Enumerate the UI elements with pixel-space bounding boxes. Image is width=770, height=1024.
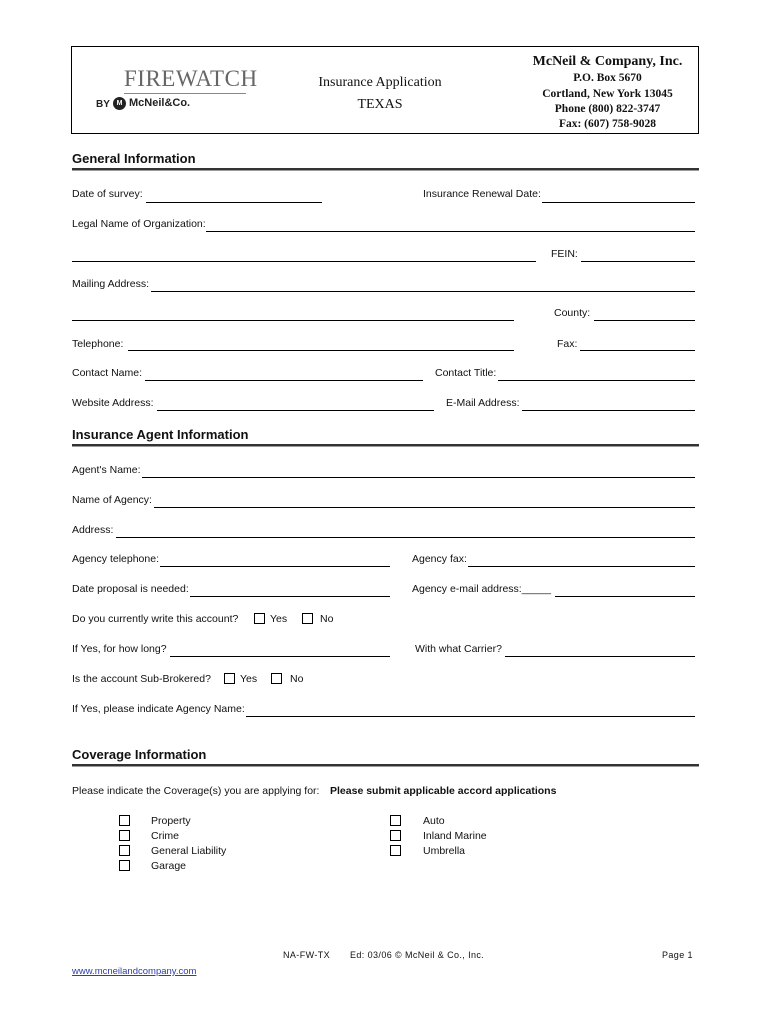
email-label: E-Mail Address: <box>446 397 520 409</box>
coverage-umbrella-checkbox[interactable] <box>390 845 401 856</box>
website-label: Website Address: <box>72 397 154 409</box>
coverage-general-liability-checkbox[interactable] <box>119 845 130 856</box>
company-po-box: P.O. Box 5670 <box>573 72 642 84</box>
agents-name-label: Agent's Name: <box>72 464 141 476</box>
coverage-inland-marine-checkbox[interactable] <box>390 830 401 841</box>
indicate-agency-label: If Yes, please indicate Agency Name: <box>72 703 245 715</box>
date-of-survey-field[interactable] <box>146 202 322 203</box>
logo-underline <box>124 93 246 94</box>
website-field[interactable] <box>157 410 434 411</box>
coverage-garage-label: Garage <box>151 860 187 872</box>
agency-name-label: Name of Agency: <box>72 494 152 506</box>
coverage-garage-checkbox[interactable] <box>119 860 130 871</box>
fax-field[interactable] <box>580 350 695 351</box>
write-account-label: Do you currently write this account? <box>72 613 239 625</box>
agency-email-field[interactable] <box>555 596 695 597</box>
agency-telephone-label: Agency telephone: <box>72 553 159 565</box>
agent-address-field[interactable] <box>116 537 695 538</box>
mailing-address-field[interactable] <box>151 291 695 292</box>
write-account-no-checkbox[interactable] <box>302 613 313 624</box>
company-fax: Fax: (607) 758-9028 <box>558 118 657 130</box>
fein-label: FEIN: <box>551 248 578 260</box>
legal-name-field[interactable] <box>206 231 695 232</box>
agency-telephone-field[interactable] <box>160 566 390 567</box>
agency-fax-label: Agency fax: <box>412 553 467 565</box>
agency-name-field[interactable] <box>154 507 695 508</box>
sub-brokered-no-checkbox[interactable] <box>271 673 282 684</box>
logo-by-text: BY <box>96 99 110 110</box>
write-account-yes-label: Yes <box>270 613 288 625</box>
county-label: County: <box>554 307 591 319</box>
section-general-rule <box>72 168 699 171</box>
company-city: Cortland, New York 13045 <box>542 88 673 100</box>
logo-wordmark: FIREWATCH <box>124 66 258 91</box>
coverage-general-liability-label: General Liability <box>151 845 227 857</box>
sub-brokered-yes-checkbox[interactable] <box>224 673 235 684</box>
write-account-no-label: No <box>320 613 334 625</box>
sub-brokered-label: Is the account Sub-Brokered? <box>72 673 211 685</box>
date-proposal-field[interactable] <box>190 596 390 597</box>
contact-title-field[interactable] <box>498 380 695 381</box>
coverage-inland-marine-label: Inland Marine <box>423 830 487 842</box>
mailing-address-label: Mailing Address: <box>72 278 150 290</box>
footer-page-number: Page 1 <box>662 950 693 960</box>
date-proposal-label: Date proposal is needed: <box>72 583 189 595</box>
section-general-heading: General Information <box>72 151 196 166</box>
section-coverage-heading: Coverage Information <box>72 747 207 762</box>
indicate-agency-field[interactable] <box>246 716 695 717</box>
coverage-auto-label: Auto <box>423 815 445 827</box>
form-title: Insurance Application <box>318 75 442 90</box>
county-field[interactable] <box>594 320 695 321</box>
renewal-date-field[interactable] <box>542 202 695 203</box>
contact-name-label: Contact Name: <box>72 367 143 379</box>
coverage-crime-checkbox[interactable] <box>119 830 130 841</box>
email-field[interactable] <box>522 410 695 411</box>
form-state: TEXAS <box>357 97 403 112</box>
agent-address-label: Address: <box>72 524 114 536</box>
legal-name-field-2[interactable] <box>72 261 536 262</box>
how-long-label: If Yes, for how long? <box>72 643 167 655</box>
coverage-umbrella-label: Umbrella <box>423 845 466 857</box>
sub-brokered-yes-label: Yes <box>240 673 258 685</box>
contact-name-field[interactable] <box>145 380 423 381</box>
company-phone: Phone (800) 822-3747 <box>554 103 661 115</box>
coverage-prompt: Please indicate the Coverage(s) you are applying for: <box>72 785 320 797</box>
mcneil-badge-icon: M <box>113 97 126 110</box>
mailing-address-field-2[interactable] <box>72 320 514 321</box>
carrier-field[interactable] <box>505 656 695 657</box>
footer-website-link[interactable]: www.mcneilandcompany.com <box>72 966 197 977</box>
fein-field[interactable] <box>581 261 695 262</box>
date-of-survey-label: Date of survey: <box>72 188 143 200</box>
footer-form-id: NA-FW-TX <box>283 950 331 960</box>
write-account-yes-checkbox[interactable] <box>254 613 265 624</box>
how-long-field[interactable] <box>170 656 390 657</box>
firewatch-logo <box>96 66 266 116</box>
section-coverage-rule <box>72 764 699 767</box>
coverage-property-checkbox[interactable] <box>119 815 130 826</box>
sub-brokered-no-label: No <box>290 673 304 685</box>
agency-fax-field[interactable] <box>468 566 695 567</box>
logo-company-name: McNeil&Co. <box>129 97 191 109</box>
telephone-label: Telephone: <box>72 338 124 350</box>
legal-name-label: Legal Name of Organization: <box>72 218 206 230</box>
coverage-crime-label: Crime <box>151 830 179 842</box>
agents-name-field[interactable] <box>142 477 695 478</box>
company-name: McNeil & Company, Inc. <box>532 54 683 69</box>
coverage-auto-checkbox[interactable] <box>390 815 401 826</box>
coverage-property-label: Property <box>151 815 191 827</box>
contact-title-label: Contact Title: <box>435 367 497 379</box>
renewal-date-label: Insurance Renewal Date: <box>423 188 541 200</box>
agency-email-label: Agency e-mail address:_____ <box>412 583 551 595</box>
section-agent-heading: Insurance Agent Information <box>72 427 249 442</box>
fax-label: Fax: <box>557 338 578 350</box>
carrier-label: With what Carrier? <box>415 643 502 655</box>
telephone-field[interactable] <box>128 350 514 351</box>
section-agent-rule <box>72 444 699 447</box>
footer-edition: Ed: 03/06 © McNeil & Co., Inc. <box>350 950 485 960</box>
coverage-note: Please submit applicable accord applications <box>330 785 557 797</box>
